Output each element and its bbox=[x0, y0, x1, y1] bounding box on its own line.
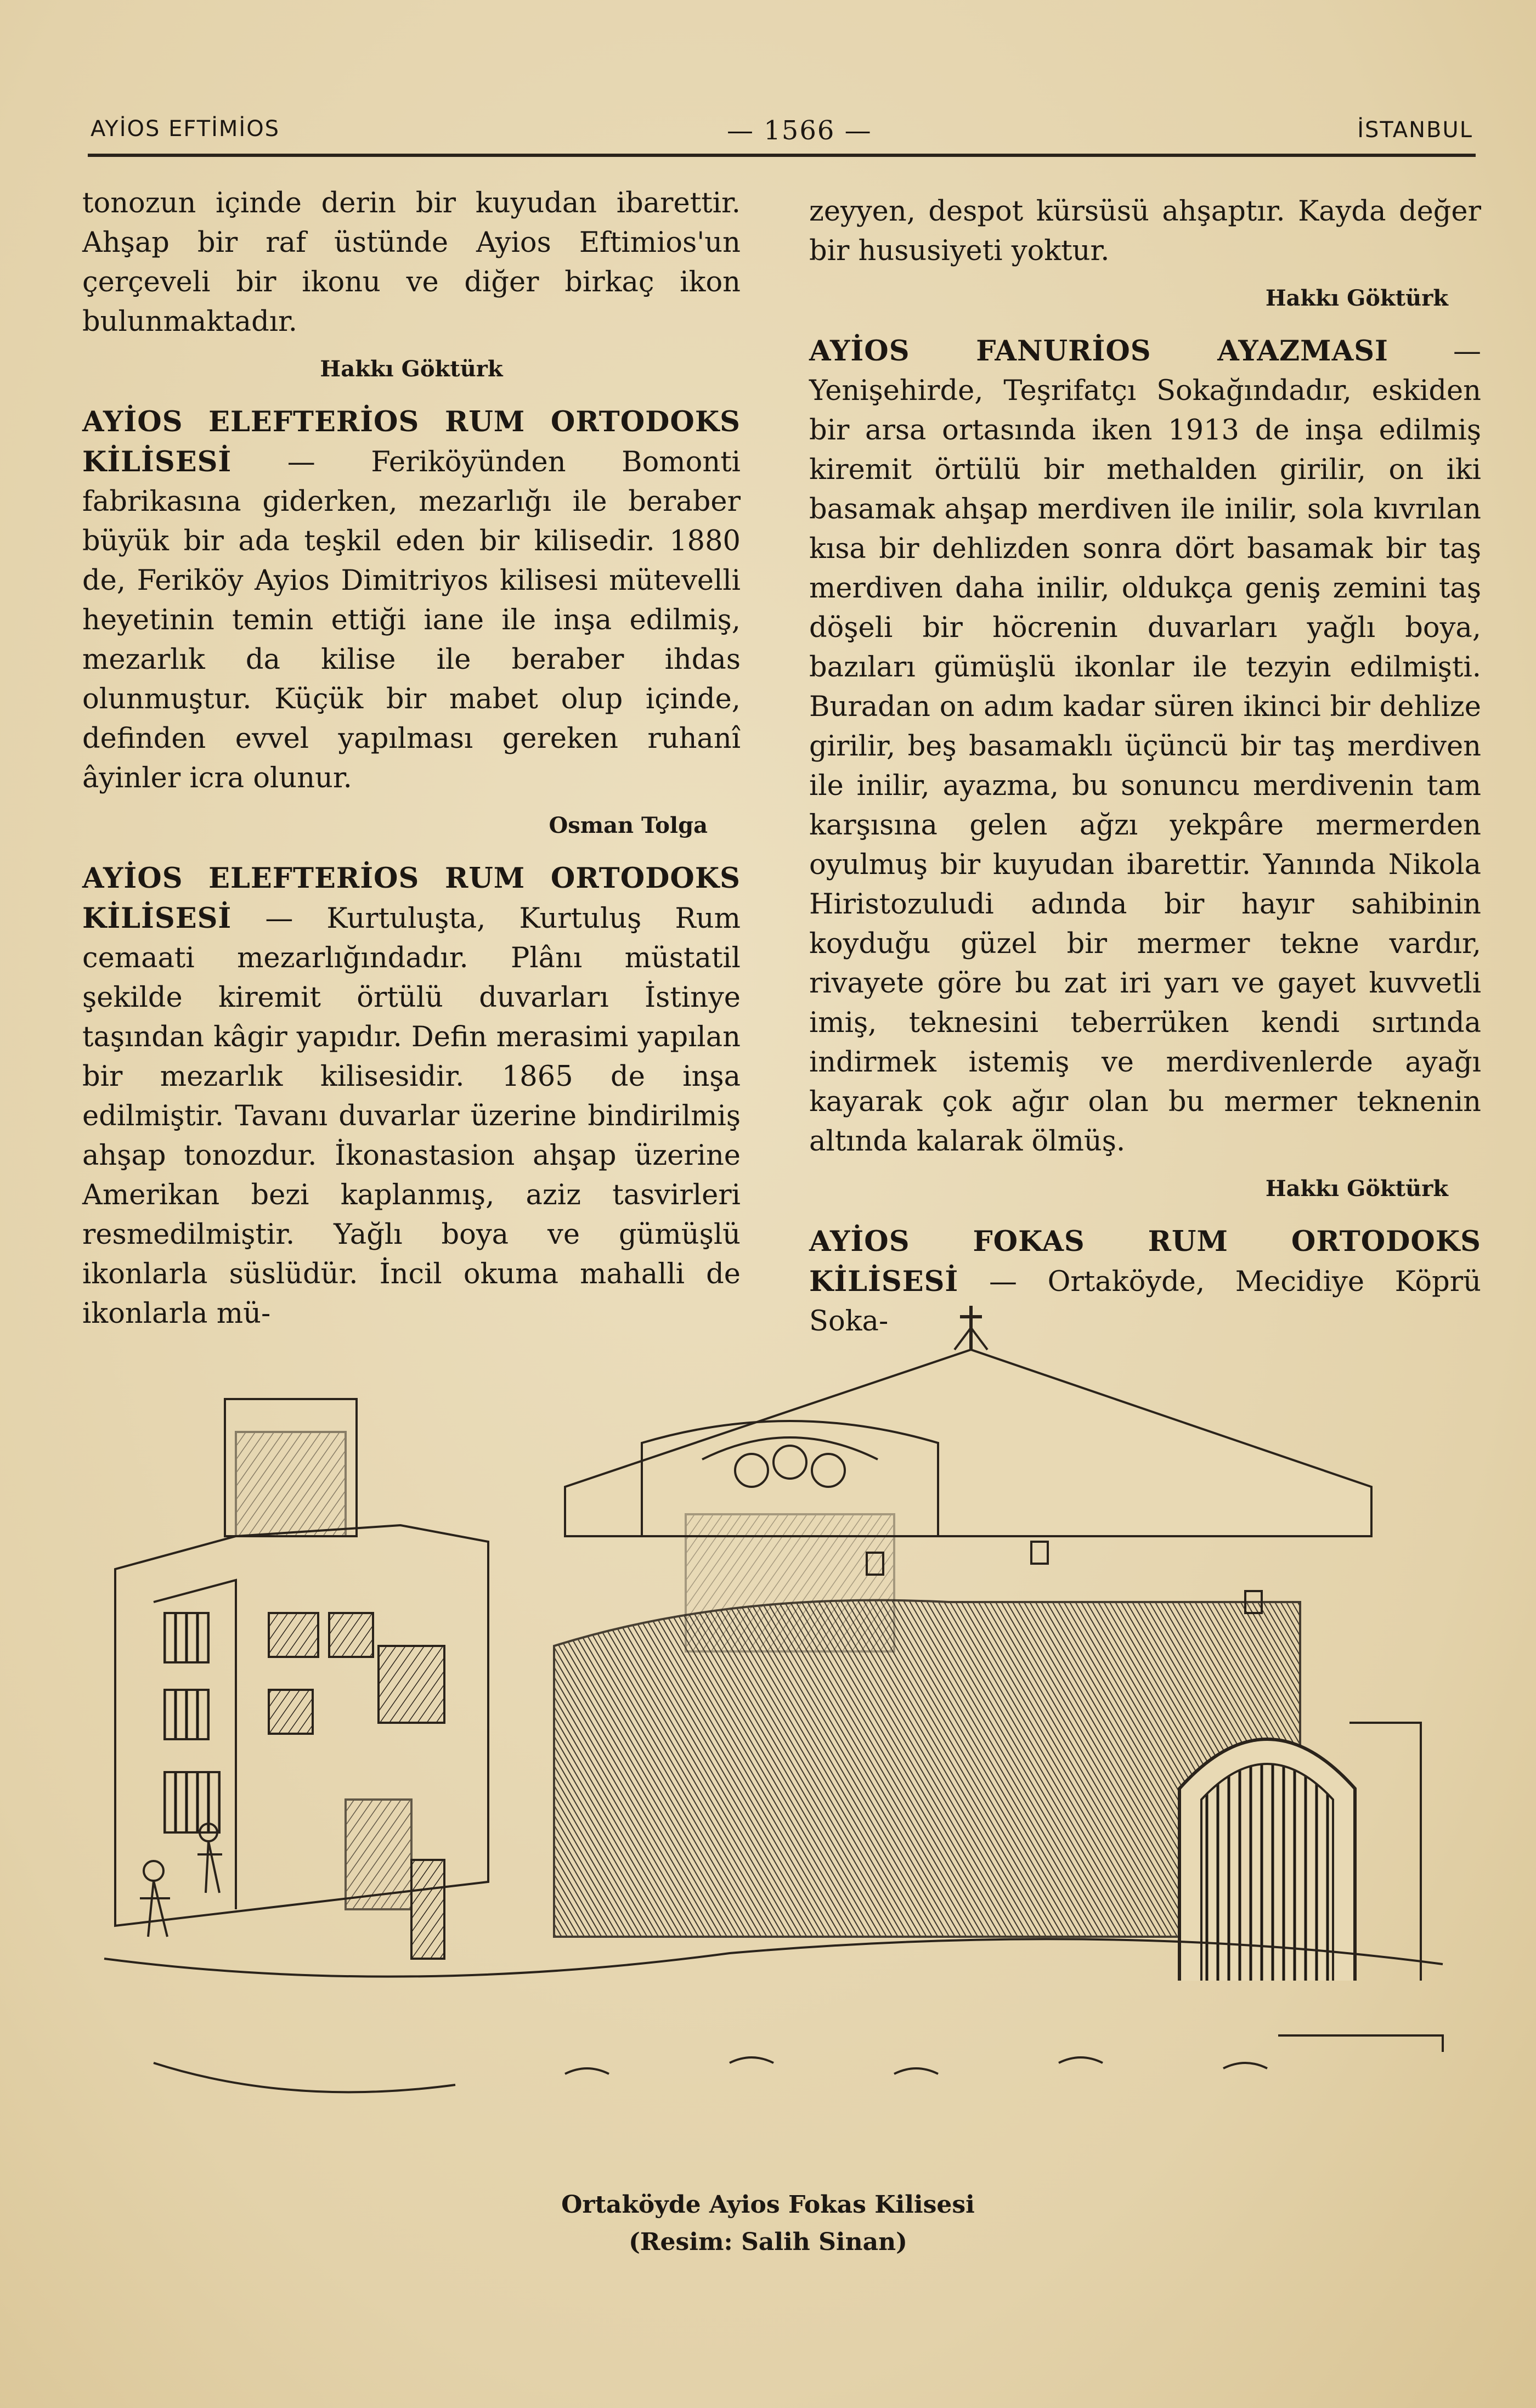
caption-credit: (Resim: Salih Sinan) bbox=[629, 2228, 907, 2256]
entry-title: AYİOS ELEFTERİOS RUM ORTODOKS KİLİSESİ bbox=[82, 862, 741, 935]
right-intro-signature: Hakkı Göktürk bbox=[1265, 285, 1448, 311]
right-column bbox=[809, 192, 1481, 1341]
entry-title: AYİOS FANURİOS AYAZMASI bbox=[809, 335, 1388, 368]
left-column bbox=[82, 184, 741, 1334]
left-intro-text: tonozun içinde derin bir kuyudan ibarettir. Ahşap bir raf üstünde Ayios Eftimios'un çerçeveli bir ikonu ve diğer birkaç ikon bulunmaktadır. bbox=[82, 187, 741, 338]
church-illustration bbox=[71, 1306, 1476, 2173]
entry-ayios-elefterios-2 bbox=[82, 859, 741, 1334]
entry-ayios-fanurios bbox=[809, 331, 1481, 1161]
entry-ayios-elefterios-1 bbox=[82, 402, 741, 798]
right-intro-text: zeyyen, despot kürsüsü ahşaptır. Kayda değer bir hususiyeti yoktur. bbox=[809, 195, 1481, 267]
entry-signature: Hakkı Göktürk bbox=[1265, 1176, 1448, 1202]
page-header bbox=[91, 110, 1473, 148]
church-drawing bbox=[71, 1306, 1476, 2173]
entry-body: — Ortaköyde, Mecidiye Köprü Soka- bbox=[809, 1266, 1481, 1338]
figure-caption bbox=[384, 2186, 1152, 2261]
header-right-title: İSTANBUL bbox=[1357, 117, 1473, 143]
entry-body: — Kurtuluşta, Kurtuluş Rum cemaati mezarlığındadır. Plânı müstatil şekilde kiremit örtülü duvarları İstinye taşından kâgir yapıdır. Defin merasimi yapılan bir mezarlık kilisesidir. 1865 de inşa edilmiştir. Tavanı duvarlar üzerine bindirilmiş ahşap tonozdur. İkonastasion ahşap üzerine Amerikan bezi kaplanmış, aziz tasvirleri resmedilmiştir. Yağlı boya ve gümüşlü ikonlarla süslüdür. İncil okuma mahalli de ikonlarla mü- bbox=[82, 903, 741, 1330]
entry-signature: Osman Tolga bbox=[549, 813, 708, 838]
entry-body: — Feriköyünden Bomonti fabrikasına giderken, mezarlığı ile beraber büyük bir ada teşkil eden bir kilisedir. 1880 de, Feriköy Ayios Dimitriyos kilisesi mütevelli heyetinin temin ettiği iane ile inşa edilmiş, mezarlık da kilise ile beraber ihdas olunmuştur. Küçük bir mabet olup içinde, definden evvel yapılması gereken ruhanî âyinler icra olunur. bbox=[82, 446, 741, 794]
header-left-title: AYİOS EFTİMİOS bbox=[91, 116, 280, 142]
entry-title: AYİOS ELEFTERİOS RUM ORTODOKS KİLİSESİ bbox=[82, 405, 741, 478]
header-rule bbox=[88, 154, 1476, 157]
left-intro-signature: Hakkı Göktürk bbox=[320, 356, 503, 382]
entry-body: — Yenişehirde, Teşrifatçı Sokağındadır, eskiden bir arsa ortasında iken 1913 de inşa edilmiş kiremit örtülü bir methalden girilir, on iki basamak ahşap merdiven ile inilir, sola kıvrılan kısa bir dehlizden sonra dört basamak bir taş merdiven daha inilir, oldukça geniş zemini taş döşeli bir höcrenin duvarları yağlı boya, bazıları gümüşlü ikonlar ile tezyin edilmişti. Buradan on adım kadar süren ikinci bir dehlize girilir, beş basamaklı üçüncü bir taş merdiven ile inilir, ayazma, bu sonuncu merdivenin tam karşısına gelen ağzı yekpâre mermerden oyulmuş bir kuyudan ibarettir. Yanında Nikola Hiristozuludi adında bir hayır sahibinin koyduğu güzel bir mermer tekne vardır, rivayete göre bu zat iri yarı ve gayet kuvvetli imiş, teknesini teberrüken kendi sırtında indirmek istemiş ve merdivenlerde ayağı kayarak çok ağır olan bu mermer teknenin altında kalarak ölmüş. bbox=[809, 335, 1482, 1158]
caption-title: Ortaköyde Ayios Fokas Kilisesi bbox=[561, 2191, 975, 2219]
page-number: — 1566 — bbox=[727, 115, 872, 146]
entry-title: AYİOS FOKAS RUM ORTODOKS KİLİSESİ bbox=[809, 1225, 1481, 1298]
